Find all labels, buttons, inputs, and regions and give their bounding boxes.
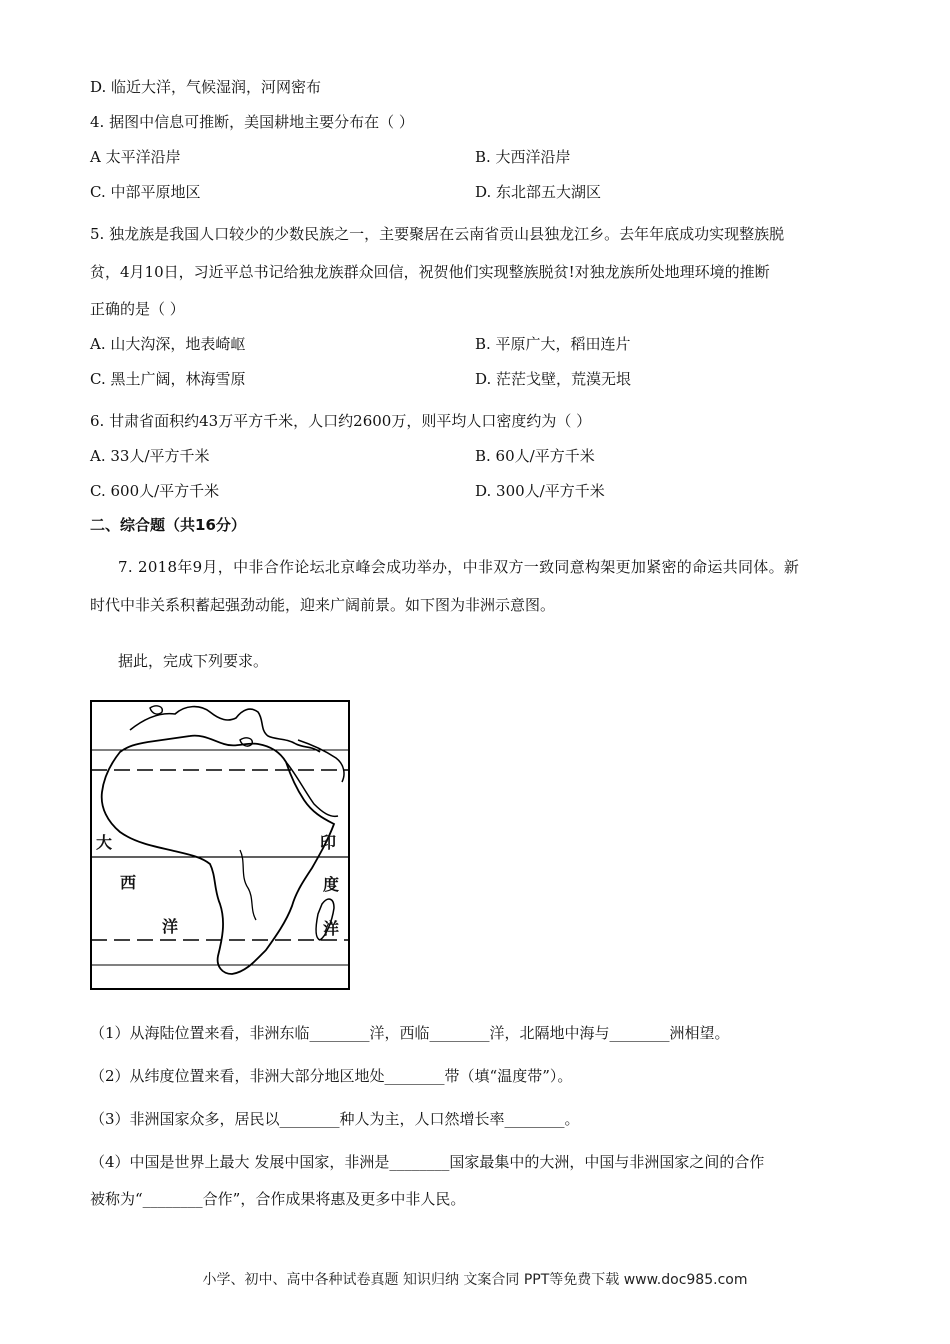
q4-option-b: B. 大西洋沿岸 xyxy=(475,148,571,166)
map-label-yin: 印 xyxy=(320,833,337,852)
q7-sub3: （3）非洲国家众多，居民以________种人为主，人口然增长率________。 xyxy=(90,1110,580,1128)
africa-map-drawing xyxy=(90,700,350,990)
q5-stem-line1: 5. 独龙族是我国人口较少的少数民族之一，主要聚居在云南省贡山县独龙江乡。去年年底成功实现整族脱 xyxy=(90,225,785,243)
map-label-da: 大 xyxy=(96,833,113,852)
q7-sub4-line2: 被称为“________合作”，合作成果将惠及更多中非人民。 xyxy=(90,1190,466,1208)
q5-stem-line3: 正确的是（ ） xyxy=(90,300,185,318)
africa-map xyxy=(90,700,350,990)
q4-option-a: A 太平洋沿岸 xyxy=(90,148,181,166)
q6-stem: 6. 甘肃省面积约43万平方千米，人口约2600万，则平均人口密度约为（ ） xyxy=(90,412,592,430)
africa-coastline xyxy=(102,736,337,974)
q7-sub2: （2）从纬度位置来看，非洲大部分地区地处________带（填“温度带”）。 xyxy=(90,1067,573,1085)
q7-instruction: 据此，完成下列要求。 xyxy=(118,652,269,670)
map-label-du: 度 xyxy=(323,875,340,894)
map-label-yang-atlantic: 洋 xyxy=(162,917,179,936)
q4-option-c: C. 中部平原地区 xyxy=(90,183,201,201)
q5-option-d: D. 茫茫戈壁，荒漠无垠 xyxy=(475,370,632,388)
q5-option-b: B. 平原广大，稻田连片 xyxy=(475,335,631,353)
q7-intro-line1: 7. 2018年9月，中非合作论坛北京峰会成功举办，中非双方一致同意构架更加紧密的命运共同体。新 xyxy=(118,558,800,576)
section-title: 二、综合题（共16分） xyxy=(90,516,246,534)
river-line xyxy=(240,850,256,920)
q5-option-a: A. 山大沟深，地表崎岖 xyxy=(90,335,246,353)
q3-option-d: D. 临近大洋，气候湿润，河网密布 xyxy=(90,78,322,96)
island-outline xyxy=(150,706,162,714)
page-footer: 小学、初中、高中各种试卷真题 知识归纳 文案合同 PPT等免费下载 www.doc985.com xyxy=(202,1272,748,1288)
q6-option-d: D. 300人/平方千米 xyxy=(475,482,605,500)
q6-option-b: B. 60人/平方千米 xyxy=(475,447,595,465)
q6-option-c: C. 600人/平方千米 xyxy=(90,482,220,500)
q4-stem: 4. 据图中信息可推断，美国耕地主要分布在（ ） xyxy=(90,113,414,131)
q6-option-a: A. 33人/平方千米 xyxy=(90,447,210,465)
map-label-xi: 西 xyxy=(120,873,137,892)
q5-stem-line2: 贫，4月10日，习近平总书记给独龙族群众回信，祝贺他们实现整族脱贫!对独龙族所处地理环境的推断 xyxy=(90,263,770,281)
map-label-yang-indian: 洋 xyxy=(323,919,340,938)
q7-sub1: （1）从海陆位置来看，非洲东临________洋，西临________洋，北隔地中海与________洲相望。 xyxy=(90,1024,730,1042)
q7-sub4-line1: （4）中国是世界上最大 发展中国家，非洲是________国家最集中的大洲，中国与非洲国家之间的合作 xyxy=(90,1153,765,1171)
q7-intro-line2: 时代中非关系积蓄起强劲动能，迎来广阔前景。如下图为非洲示意图。 xyxy=(90,596,556,614)
q5-option-c: C. 黑土广阔，林海雪原 xyxy=(90,370,246,388)
q4-option-d: D. 东北部五大湖区 xyxy=(475,183,602,201)
